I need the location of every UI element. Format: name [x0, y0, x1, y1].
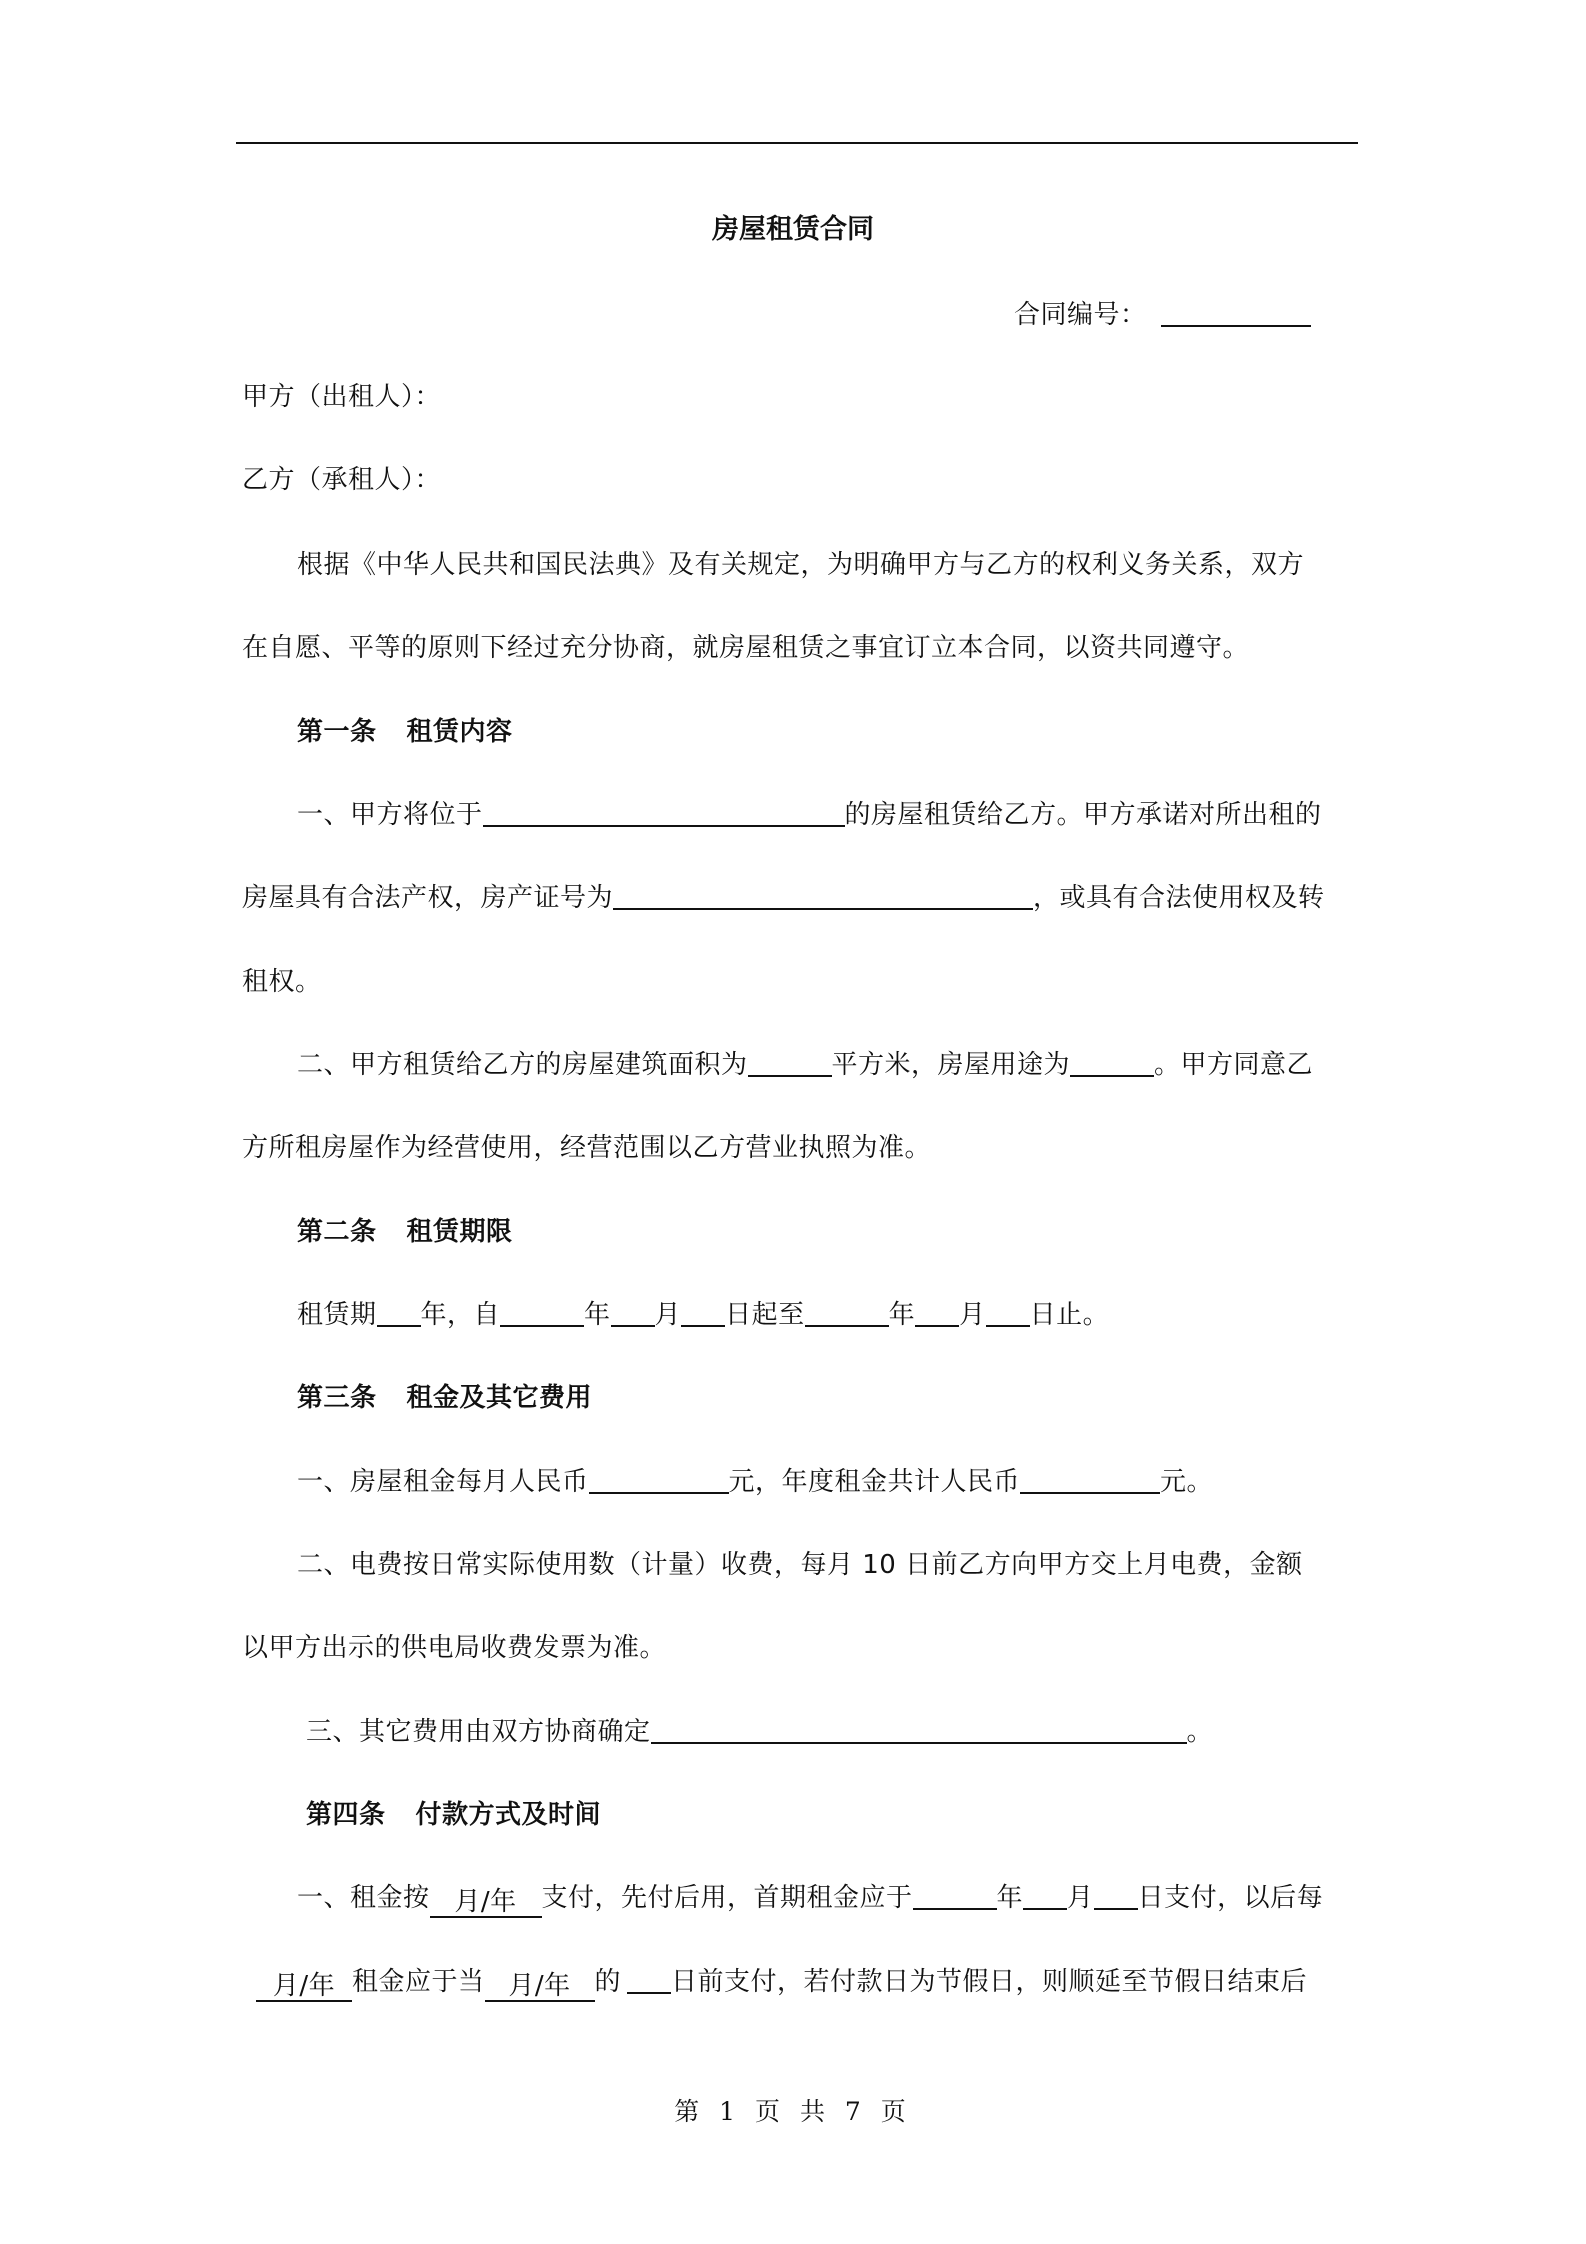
article-number: 第三条	[297, 1383, 377, 1413]
text-segment: 年，自	[420, 1300, 501, 1330]
intro-line-2: 在自愿、平等的原则下经过充分协商，就房屋租赁之事宜订立本合同，以资共同遵守。	[242, 633, 1250, 663]
payment-cycle-field-3[interactable]: 月/年	[485, 1966, 595, 2002]
text-segment: 元。	[1160, 1467, 1214, 1497]
contract-number-label: 合同编号：	[1014, 300, 1147, 330]
text-segment: 的	[594, 1967, 622, 1997]
intro-line-1: 根据《中华人民共和国民法典》及有关规定，为明确甲方与乙方的权利义务关系，双方	[297, 550, 1305, 580]
article-title: 租金及其它费用	[406, 1383, 593, 1413]
start-day-blank[interactable]	[681, 1295, 725, 1327]
text-segment: 月	[959, 1300, 986, 1330]
a1-p1-line-1	[297, 795, 1322, 835]
usage-blank[interactable]	[1070, 1045, 1154, 1077]
text-segment: 支付，先付后用，首期租金应于	[541, 1883, 913, 1913]
text-segment: 日前支付，若付款日为节假日，则顺延至节假日结束后	[671, 1967, 1308, 1997]
first-pay-year-blank[interactable]	[913, 1878, 997, 1910]
a4-line-2	[256, 1962, 1307, 2002]
text-segment: 平方米，房屋用途为	[831, 1050, 1071, 1080]
text-segment: 年	[888, 1300, 916, 1330]
other-fees-blank[interactable]	[651, 1712, 1187, 1744]
text-segment: 二、甲方租赁给乙方的房屋建筑面积为	[297, 1050, 748, 1080]
article-title: 付款方式及时间	[415, 1800, 602, 1830]
article-title: 租赁期限	[406, 1217, 513, 1247]
text-segment: 日起至	[725, 1300, 805, 1330]
a3-p2-line-2: 以甲方出示的供电局收费发票为准。	[242, 1633, 667, 1663]
text-segment: 的房屋租赁给乙方。甲方承诺对所出租的	[844, 800, 1322, 830]
text-segment: 月	[654, 1300, 682, 1330]
article-number: 第四条	[306, 1800, 386, 1830]
text-segment: 三、其它费用由双方协商确定	[306, 1717, 651, 1747]
text-segment: 日止。	[1029, 1300, 1110, 1330]
party-a-label: 甲方（出租人）：	[242, 382, 442, 412]
text-segment: 一、租金按	[297, 1883, 430, 1913]
annual-rent-blank[interactable]	[1020, 1462, 1160, 1494]
header-rule	[236, 142, 1358, 144]
property-cert-blank[interactable]	[613, 878, 1033, 910]
term-years-blank[interactable]	[377, 1295, 421, 1327]
due-day-blank[interactable]	[627, 1962, 671, 1994]
article-3-heading	[297, 1378, 592, 1418]
first-pay-month-blank[interactable]	[1023, 1878, 1067, 1910]
a1-p2-line-1	[297, 1045, 1313, 1085]
a3-p1-line	[297, 1462, 1213, 1502]
party-b-label: 乙方（承租人）：	[242, 465, 442, 495]
text-segment: 房屋具有合法产权，房产证号为	[242, 883, 614, 913]
text-segment: 。	[1186, 1717, 1214, 1747]
text-segment: 年	[584, 1300, 611, 1330]
text-segment: 年	[996, 1883, 1024, 1913]
a1-p2-line-2: 方所租房屋作为经营使用，经营范围以乙方营业执照为准。	[242, 1133, 932, 1163]
text-segment: ，或具有合法使用权及转	[1033, 883, 1325, 913]
start-month-blank[interactable]	[611, 1295, 655, 1327]
article-2-heading	[297, 1212, 513, 1252]
monthly-rent-blank[interactable]	[589, 1462, 729, 1494]
end-year-blank[interactable]	[805, 1295, 889, 1327]
first-pay-day-blank[interactable]	[1094, 1878, 1138, 1910]
article-number: 第一条	[297, 717, 377, 747]
text-segment: 元，年度租金共计人民币	[728, 1467, 1021, 1497]
contract-number-blank[interactable]	[1161, 295, 1311, 327]
article-4-heading	[306, 1795, 601, 1835]
text-segment: 一、甲方将位于	[297, 800, 483, 830]
article-number: 第二条	[297, 1217, 377, 1247]
a4-line-1	[297, 1878, 1323, 1918]
text-segment: 。甲方同意乙	[1154, 1050, 1314, 1080]
location-blank[interactable]	[483, 795, 845, 827]
page-footer: 第 1 页 共 7 页	[674, 2097, 912, 2126]
end-month-blank[interactable]	[915, 1295, 959, 1327]
article-title: 租赁内容	[406, 717, 513, 747]
text-segment: 月	[1067, 1883, 1094, 1913]
article-1-heading	[297, 712, 513, 752]
a3-p2-line-1: 二、电费按日常实际使用数（计量）收费，每月 10 日前乙方向甲方交上月电费，金额	[297, 1550, 1303, 1580]
text-segment: 一、房屋租金每月人民币	[297, 1467, 589, 1497]
contract-number-line	[1014, 295, 1311, 335]
text-segment: 租金应于当	[352, 1967, 485, 1997]
end-day-blank[interactable]	[986, 1295, 1030, 1327]
payment-cycle-field[interactable]: 月/年	[430, 1882, 542, 1918]
a3-p3-line	[306, 1712, 1213, 1752]
document-title: 房屋租赁合同	[712, 214, 874, 245]
start-year-blank[interactable]	[500, 1295, 584, 1327]
a2-line	[297, 1295, 1109, 1335]
payment-cycle-field-2[interactable]: 月/年	[256, 1966, 352, 2002]
a1-p1-line-3: 租权。	[242, 967, 322, 997]
a1-p1-line-2	[242, 878, 1325, 918]
text-segment: 日支付，以后每	[1137, 1883, 1324, 1913]
text-segment: 租赁期	[297, 1300, 377, 1330]
area-blank[interactable]	[748, 1045, 832, 1077]
